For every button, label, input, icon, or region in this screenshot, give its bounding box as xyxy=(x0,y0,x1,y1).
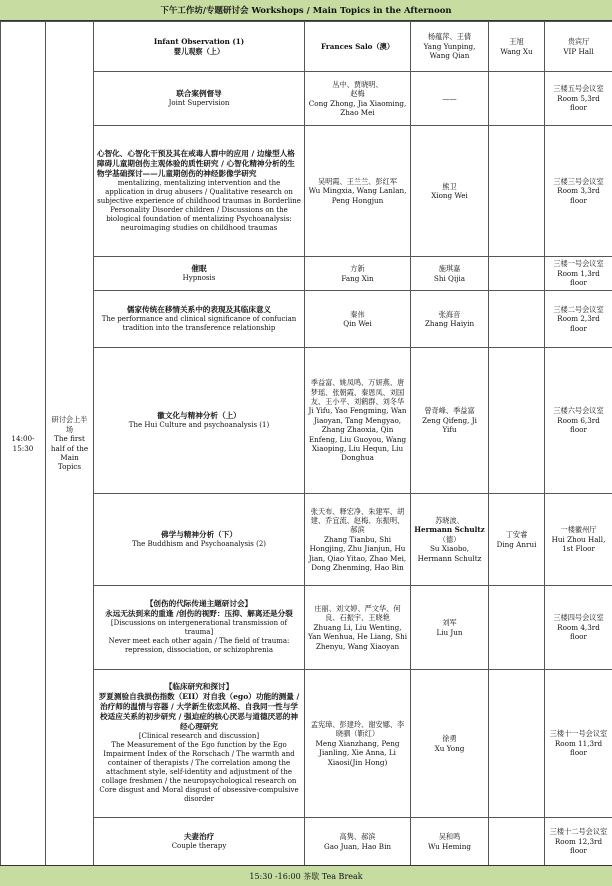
moderator-cell: 施琪嘉 Shi Qijia xyxy=(411,257,489,291)
room-cell: 三楼二号会议室 Room 2,3rd floor xyxy=(545,291,612,348)
room-cell: 三楼三号会议室 Room 3,3rd floor xyxy=(545,126,612,257)
time-slot: 14:00- 15:30 xyxy=(1,22,46,866)
room-cell: 三楼五号会议室 Room 5,3rd floor xyxy=(545,72,612,126)
room-cell: 三楼十一号会议室 Room 11,3rd floor xyxy=(545,670,612,818)
translator-cell xyxy=(489,670,545,818)
topic-cell: 儒家传统在移情关系中的表现及其临床意义 The performance and clinical significance of confucian tradition into the transference relationship xyxy=(94,291,305,348)
topic-cell: 夫妻治疗 Couple therapy xyxy=(94,818,305,866)
presenter-cell: 张天布、释宏净、朱建军、胡建、乔宜流、赵梅、东振明、郝滨 Zhang Tianbu, Shi Hongjing, Zhu Jianjun, Hu Jian, Qiao Yitao, Zhao Mei, Dong Zhenming, Hao Bin xyxy=(305,494,411,586)
translator-cell: 丁安睿 Ding Anrui xyxy=(489,494,545,586)
translator-cell xyxy=(489,586,545,670)
session-label xyxy=(46,22,94,866)
topic-cell: 联合案例督导 Joint Supervision xyxy=(94,72,305,126)
translator-cell xyxy=(489,126,545,257)
topic-cell: 徽文化与精神分析（上） The Hui Culture and psychoanalysis (1) xyxy=(94,348,305,494)
moderator-cell: 苏晓波、 Hermann Schultz（德） Su Xiaobo, Hermann Schultz xyxy=(411,494,489,586)
presenter-cell: 秦伟 Qin Wei xyxy=(305,291,411,348)
presenter-cell: 季益富、姚凤鸣、万妍燕、唐梦瑶、张朝霞、秦恩凤、刘国友、王小平、刘鹤群、刘冬华 Ji Yifu, Yao Fengming, Wan Jiaoyan, Tang Mengyao, Zhang Zhaoxia, Qin Enfeng, Liu Guoyou, Wang Xiaoping, Liu Hequn, Liu Donghua xyxy=(305,348,411,494)
topic-cell: 佛学与精神分析（下） The Buddhism and Psychoanalysis (2) xyxy=(94,494,305,586)
translator-cell xyxy=(489,72,545,126)
schedule-table xyxy=(0,21,612,866)
topic-cell: 【临床研究和探讨】 罗夏测验自我损伤指数（EII）对自我（ego）功能的测量 / 治疗师的温情与容器 / 大学新生依恋风格、自我同一性与学校适应关系的初步研究 / 强迫症的核心厌恶与道德厌恶的神经心理研究 [Clinical research and discussion] The Measurement of the Ego function by the Ego Impairment Index of the Rorschach / The warmth and container of therapists / The correlation among the attachment style, self-identity and adjustment of the collage freshmen / the neuropsychological research on Core disgust and Moral disgust of obsessive-compulsive disorder xyxy=(94,670,305,818)
presenter-cell: 孟宪璋、彭建玲、谢安娜、李晓驷（靳红） Meng Xianzhang, Peng Jianling, Xie Anna, Li Xiaosi(Jin Hong) xyxy=(305,670,411,818)
translator-cell xyxy=(489,291,545,348)
room-cell: 三楼一号会议室 Room 1,3rd floor xyxy=(545,257,612,291)
translator-cell: 王旭 Wang Xu xyxy=(489,22,545,72)
topic-cell: 催眠 Hypnosis xyxy=(94,257,305,291)
presenter-cell: Frances Salo（澳） xyxy=(305,22,411,72)
topic-cell: 【创伤的代际传递主题研讨会】 永远无法到来的重逢 /创伤的视野：压抑、解离还是分裂 [Discussions on intergenerational transmission of trauma] Never meet each other again / The field of trauma: repression, dissociation, or schizophrenia xyxy=(94,586,305,670)
presenter-cell: 方新 Fang Xin xyxy=(305,257,411,291)
presenter-cell: 吴明霞、王兰兰、彭红军 Wu Mingxia, Wang Lanlan, Peng Hongjun xyxy=(305,126,411,257)
topic-cell: Infant Observation (1) 婴儿观察（上） xyxy=(94,22,305,72)
room-cell: 三楼十二号会议室 Room 12,3rd floor xyxy=(545,818,612,866)
moderator-cell: 杨蕴萍、王倩 Yang Yunping, Wang Qian xyxy=(411,22,489,72)
moderator-cell: 熊卫 Xiong Wei xyxy=(411,126,489,257)
presenter-cell: 庄丽、刘文婷、严文华、何良、石振宇、王晓艳 Zhuang Li, Liu Wenting, Yan Wenhua, He Liang, Shi Zhenyu, Wang Xiaoyan xyxy=(305,586,411,670)
table-row xyxy=(1,22,612,72)
presenter-cell: 丛中、贾晓明、 赵梅 Cong Zhong, Jia Xiaoming, Zhao Mei xyxy=(305,72,411,126)
translator-cell xyxy=(489,348,545,494)
moderator-cell: 曾奇峰、季益富 Zeng Qifeng, Ji Yifu xyxy=(411,348,489,494)
room-cell: 三楼四号会议室 Room 4,3rd floor xyxy=(545,586,612,670)
session-text: 研讨会上半场 The first half of the Main Topics xyxy=(50,415,89,472)
page-title: 下午工作坊/专题研讨会 Workshops / Main Topics in the Afternoon xyxy=(0,0,612,21)
room-cell: 三楼六号会议室 Room 6,3rd floor xyxy=(545,348,612,494)
room-cell: 贵宾厅 VIP Hall xyxy=(545,22,612,72)
moderator-cell: 刘军 Liu Jun xyxy=(411,586,489,670)
translator-cell xyxy=(489,818,545,866)
translator-cell xyxy=(489,257,545,291)
room-cell: 一楼徽州厅 Hui Zhou Hall, 1st Floor xyxy=(545,494,612,586)
moderator-cell: 吴和鸣 Wu Heming xyxy=(411,818,489,866)
moderator-cell: 张海音 Zhang Haiyin xyxy=(411,291,489,348)
tea-break-bar: 15:30 -16:00 茶歇 Tea Break xyxy=(0,865,612,886)
moderator-cell: —— xyxy=(411,72,489,126)
presenter-cell: 高隽、郝滨 Gao Juan, Hao Bin xyxy=(305,818,411,866)
topic-cell: 心智化、心智化干预及其在戒毒人群中的应用 / 边缘型人格障碍儿童期创伤主观体验的质性研究 / 心智化精神分析的生物学基础探讨——儿童期创伤的神经影像学研究 mentalizing, mentalizing intervention and the application in drug abusers / Qualitative research on subjective experience of childhood traumas in Borderline Personality Disorder children / Discussions on the biological foundation of mentalizing Psychoanalysis: neuroimaging studies on childhood traumas xyxy=(94,126,305,257)
moderator-cell: 徐勇 Xu Yong xyxy=(411,670,489,818)
